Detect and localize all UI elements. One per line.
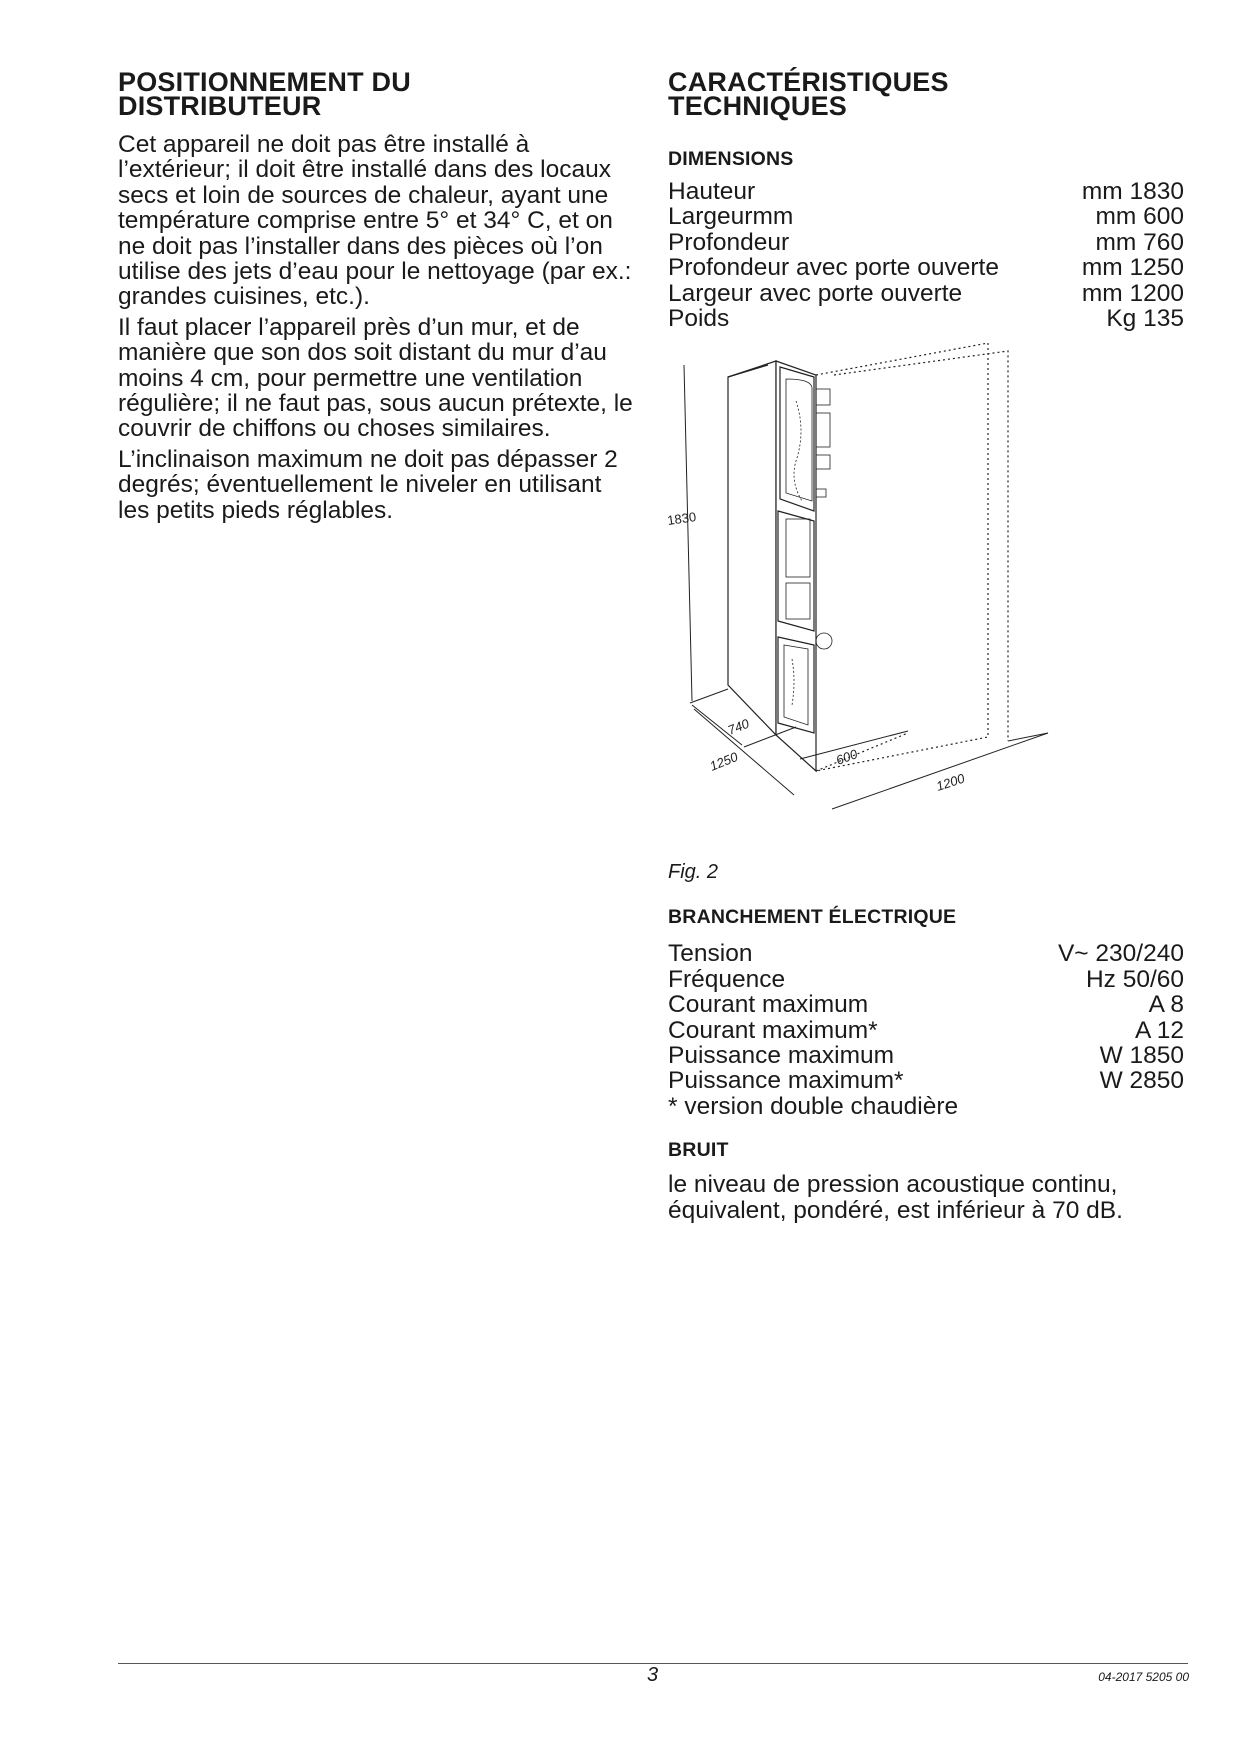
page-number: 3 bbox=[647, 1664, 659, 1686]
spec-row bbox=[668, 967, 1184, 992]
positioning-section bbox=[118, 67, 638, 528]
spec-label: Largeurmm bbox=[668, 203, 794, 231]
positioning-title: POSITIONNEMENT DU DISTRIBUTEUR bbox=[118, 67, 411, 121]
dimensions-heading: DIMENSIONS bbox=[668, 148, 794, 170]
spec-row bbox=[668, 230, 1184, 255]
spec-row bbox=[668, 1043, 1184, 1068]
spec-label: Profondeur avec porte ouverte bbox=[668, 254, 999, 282]
spec-value: Kg 135 bbox=[1106, 305, 1184, 333]
electrical-table bbox=[668, 941, 1184, 1093]
dim-depth-open-label: 1250 bbox=[707, 749, 740, 775]
document-code: 04-2017 5205 00 bbox=[1098, 1670, 1189, 1684]
spec-value: mm 600 bbox=[1095, 203, 1184, 231]
spec-row bbox=[668, 1018, 1184, 1043]
spec-row bbox=[668, 306, 1184, 331]
specs-section bbox=[668, 67, 1188, 1224]
dimensions-figure bbox=[668, 341, 1188, 881]
dimensions-table bbox=[668, 179, 1184, 331]
specs-title: CARACTÉRISTIQUES TECHNIQUES bbox=[668, 67, 949, 121]
spec-value: W 1850 bbox=[1099, 1042, 1184, 1070]
dimension-lines bbox=[684, 365, 1048, 809]
dim-depth-label: 740 bbox=[725, 716, 752, 739]
paragraph: L’inclinaison maximum ne doit pas dépasser 2 degrés; éventuellement le niveler en utilisant les petits pieds réglables. bbox=[118, 445, 618, 524]
spec-value: W 2850 bbox=[1099, 1067, 1184, 1095]
machine-body bbox=[725, 361, 832, 771]
dim-width-open-label: 1200 bbox=[934, 771, 967, 795]
paragraph: Il faut placer l’appareil près d’un mur, et de manière que son dos soit distant du mur d’au moins 4 cm, pour permettre une ventilation régulière; il ne faut pas, sous aucun prétexte, le couvrir de chiffons ou choses similaires. bbox=[118, 313, 633, 443]
spec-label: Fréquence bbox=[668, 965, 786, 993]
dim-width-label: 600 bbox=[833, 746, 860, 769]
spec-label: Puissance maximum* bbox=[668, 1067, 904, 1095]
spec-row bbox=[668, 179, 1184, 204]
electrical-heading: BRANCHEMENT ÉLECTRIQUE bbox=[668, 906, 957, 929]
spec-value: A 12 bbox=[1134, 1016, 1184, 1044]
spec-label: Courant maximum bbox=[668, 991, 869, 1019]
spec-label: Poids bbox=[668, 305, 730, 333]
spec-value: mm 760 bbox=[1095, 228, 1184, 256]
spec-value: V~ 230/240 bbox=[1057, 940, 1184, 968]
spec-row bbox=[668, 204, 1184, 229]
spec-label: Largeur avec porte ouverte bbox=[668, 279, 963, 307]
spec-label: Tension bbox=[668, 940, 753, 968]
spec-value: mm 1250 bbox=[1081, 254, 1184, 282]
spec-row bbox=[668, 992, 1184, 1017]
paragraph: Cet appareil ne doit pas être installé à l’extérieur; il doit être installé dans des locaux secs et loin de sources de chaleur, ayant une température comprise entre 5° et 34° C, et on ne doit pas l’installer dans des pièces où l’on utilise des jets d’eau pour le nettoyage (par ex.: grandes cuisines, etc.). bbox=[118, 131, 632, 311]
spec-label: Courant maximum* bbox=[668, 1016, 878, 1044]
spec-value: mm 1200 bbox=[1081, 279, 1184, 307]
spec-label: Profondeur bbox=[668, 228, 790, 256]
spec-row bbox=[668, 255, 1184, 280]
noise-heading: BRUIT bbox=[668, 1139, 729, 1162]
electrical-footnote: * version double chaudière bbox=[668, 1092, 959, 1120]
spec-value: Hz 50/60 bbox=[1085, 965, 1184, 993]
noise-text: le niveau de pression acoustique continu, équivalent, pondéré, est inférieur à 70 dB. bbox=[668, 1171, 1123, 1224]
spec-row bbox=[668, 281, 1184, 306]
dim-height-label: 1830 bbox=[668, 509, 698, 529]
vending-machine-diagram bbox=[668, 341, 1188, 881]
spec-value: mm 1830 bbox=[1081, 178, 1184, 205]
spec-label: Hauteur bbox=[668, 178, 756, 205]
figure-caption: Fig. 2 bbox=[668, 861, 719, 884]
open-door-outline bbox=[816, 343, 1008, 771]
positioning-body bbox=[118, 132, 638, 523]
spec-label: Puissance maximum bbox=[668, 1042, 895, 1070]
spec-row bbox=[668, 1068, 1184, 1093]
spec-row bbox=[668, 941, 1184, 966]
spec-value: A 8 bbox=[1148, 991, 1184, 1019]
